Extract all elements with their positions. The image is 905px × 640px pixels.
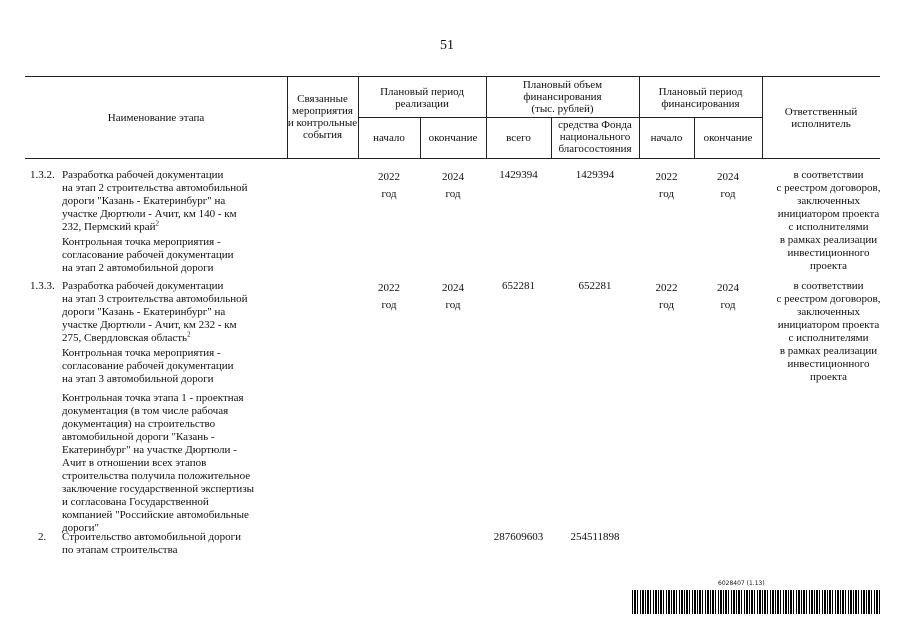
header-start: начало xyxy=(373,132,405,144)
header-bottom-border xyxy=(25,158,880,159)
header-fstart: начало xyxy=(650,132,683,144)
row-start: 2022 год xyxy=(378,171,400,200)
row-fend: 2024 год xyxy=(717,171,739,200)
header-sub-divider-fperiod xyxy=(639,117,762,118)
header-fend: окончание xyxy=(703,132,753,144)
row-total: 652281 xyxy=(502,280,535,292)
row-end: 2024 год xyxy=(442,282,464,311)
header-related: Связанные мероприятия и контрольные события xyxy=(287,93,358,141)
row-fend: 2024 год xyxy=(717,282,739,311)
page-number: 51 xyxy=(440,38,454,53)
row-responsible: в соответствии с реестром договоров, заключенных инициатором проекта с исполнителями в рамках реализации инвестиционного проекта xyxy=(776,280,881,383)
row-fstart: 2022 год xyxy=(655,171,678,200)
row-responsible: в соответствии с реестром договоров, заключенных инициатором проекта с исполнителями в рамках реализации инвестиционного проекта xyxy=(776,169,881,272)
footnote-mark: 2 xyxy=(155,219,159,228)
header-plan-funding: Плановый период финансирования xyxy=(658,86,743,110)
row-fund: 1429394 xyxy=(575,169,615,181)
header-plan-period: Плановый период реализации xyxy=(380,86,464,110)
row-name: Строительство автомобильной дороги по этапам строительства xyxy=(62,531,241,556)
stage-checkpoint: Контрольная точка этапа 1 - проектная документация (в том числе рабочая документация) на строительство автомобильной дороги "Казань - Екатеринбург" на участке Дюртюли - Ачит в отношении всех этапов строительства получила положительное заключение государственной экспертизы и согласована Государственной компанией "Российские автомобильные дороги" xyxy=(62,392,255,534)
row-number: 2. xyxy=(38,531,47,543)
header-sub-divider-period xyxy=(358,117,486,118)
row-name: Разработка рабочей документации на этап 3 строительства автомобильной дороги "Казань - Екатеринбург" на участке Дюртюли - Ачит, км 232 - км 275, Свердловская область$^2$ xyxy=(62,280,248,344)
footnote-mark: 2 xyxy=(187,330,191,339)
row-fund: 652281 xyxy=(578,280,612,292)
row-total: 1429394 xyxy=(499,169,538,181)
header-fund: средства Фонда национального благосостояния xyxy=(558,119,632,155)
row-total: 287609603 xyxy=(493,531,544,543)
row-fstart: 2022 год xyxy=(655,282,678,311)
row-checkpoint: Контрольная точка мероприятия - согласование рабочей документации на этап 3 автомобильной дороги xyxy=(62,347,234,385)
row-checkpoint: Контрольная точка мероприятия - согласование рабочей документации на этап 2 автомобильной дороги xyxy=(62,236,234,274)
barcode-icon xyxy=(632,590,880,614)
header-sub-divider-funding xyxy=(486,117,639,118)
row-fund: 254511898 xyxy=(570,531,620,543)
row-number: 1.3.3. xyxy=(30,280,55,292)
row-start: 2022 год xyxy=(378,282,400,311)
barcode-text: 6028407 (1.13) xyxy=(718,580,765,587)
row-number: 1.3.2. xyxy=(30,169,55,181)
row-name: Разработка рабочей документации на этап 2 строительства автомобильной дороги "Казань - Екатеринбург" на участке Дюртюли - Ачит, км 140 - км 232, Пермский край$^2$ xyxy=(62,169,248,233)
header-stage-name: Наименование этапа xyxy=(107,112,205,124)
row-end: 2024 год xyxy=(442,171,464,200)
header-funding-volume: Плановый объем финансирования (тыс. рублей) xyxy=(522,79,603,115)
header-total: всего xyxy=(506,132,531,144)
header-responsible: Ответственный исполнитель xyxy=(784,106,858,130)
table-top-border xyxy=(25,76,880,77)
header-end: окончание xyxy=(428,132,478,144)
